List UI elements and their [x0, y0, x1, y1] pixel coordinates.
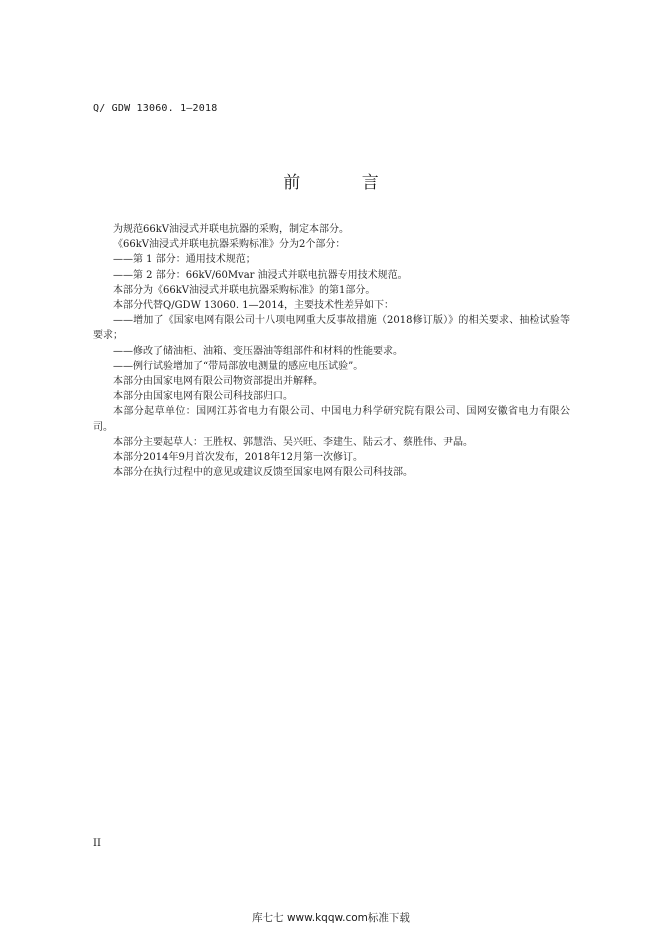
footer-watermark: 库七七 www.kqqw.com标准下载 — [252, 912, 410, 924]
paragraph-this-part: 本部分为《66kV油浸式并联电抗器采购标准》的第1部分。 — [113, 284, 376, 296]
paragraph-managed-by: 本部分由国家电网有限公司科技部归口。 — [113, 391, 293, 403]
paragraph-drafting-units: 本部分起草单位：国网江苏省电力有限公司、中国电力科学研究院有限公司、国网安徽省电力有限公司。 — [93, 406, 570, 433]
page-title: 前 言 — [283, 173, 407, 193]
paragraph-change-2: ——修改了储油柜、油箱、变压器油等组部件和材料的性能要求。 — [113, 345, 403, 357]
paragraph-part-1: ——第 1 部分：通用技术规范； — [113, 254, 256, 266]
paragraph-part-2: ——第 2 部分：66kV/60Mvar 油浸式并联电抗器专用技术规范。 — [113, 269, 408, 281]
paragraph-change-1: ——增加了《国家电网有限公司十八项电网重大反事故措施（2018修订版）》的相关要求、抽检试验等要求； — [93, 315, 570, 342]
page-number: II — [93, 838, 101, 849]
paragraph-parts-intro: 《66kV油浸式并联电抗器采购标准》分为2个部分： — [113, 239, 346, 251]
paragraph-feedback: 本部分在执行过程中的意见或建议反馈至国家电网有限公司科技部。 — [113, 467, 413, 479]
paragraph-replaces: 本部分代替Q/GDW 13060. 1—2014，主要技术性差异如下： — [113, 300, 395, 312]
document-code: Q/ GDW 13060. 1—2018 — [93, 103, 218, 114]
paragraph-history: 本部分2014年9月首次发布，2018年12月第一次修订。 — [113, 452, 363, 464]
paragraph-change-3: ——例行试验增加了“带局部放电测量的感应电压试验”。 — [113, 360, 364, 372]
paragraph-proposed-by: 本部分由国家电网有限公司物资部提出并解释。 — [113, 376, 323, 388]
paragraph-purpose: 为规范66kV油浸式并联电抗器的采购，制定本部分。 — [113, 224, 350, 235]
foreword-body — [93, 222, 570, 480]
paragraph-drafters: 本部分主要起草人：王胜权、郭慧浩、吴兴旺、李建生、陆云才、蔡胜伟、尹晶。 — [113, 436, 473, 448]
